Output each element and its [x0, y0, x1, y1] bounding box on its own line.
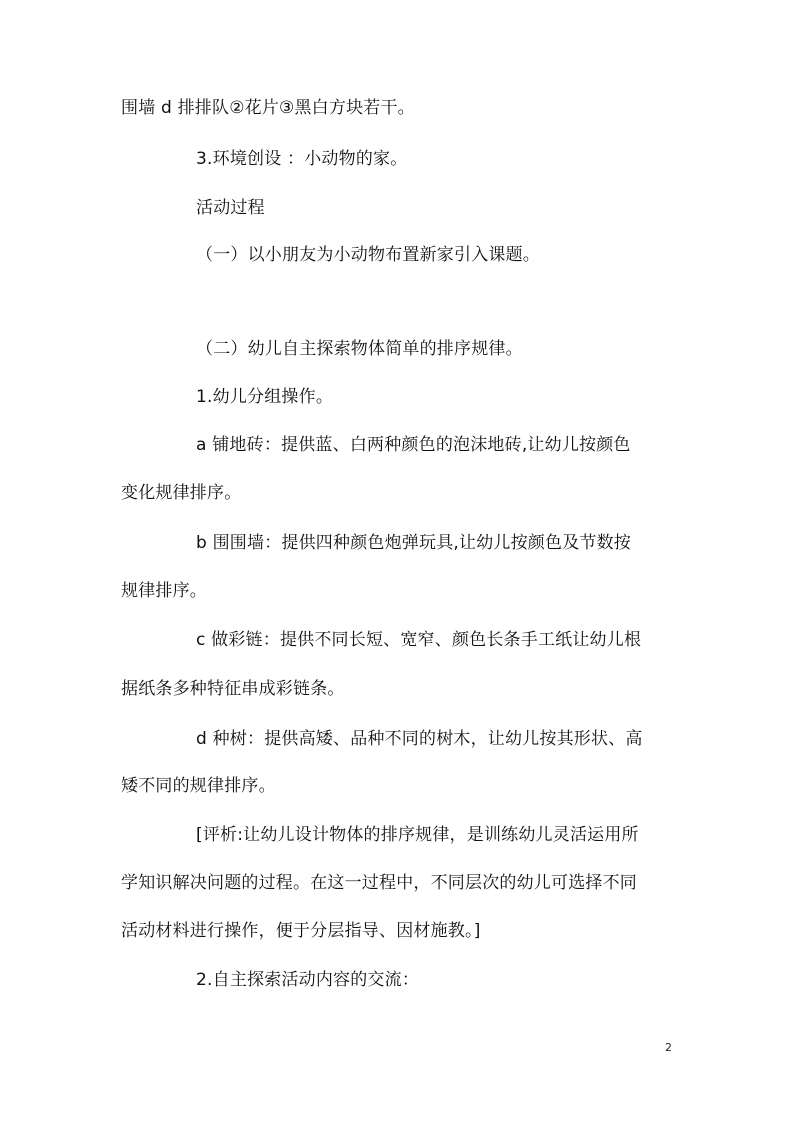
- subheading-group-operation: 1.幼儿分组操作。: [196, 387, 334, 407]
- commentary-line: 学知识解决问题的过程。在这一过程中，不同层次的幼儿可选择不同: [121, 873, 637, 893]
- paragraph-line: a 铺地砖：提供蓝、白两种颜色的泡沫地砖,让幼儿按颜色: [196, 435, 631, 455]
- paragraph-line: b 围围墙：提供四种颜色炮弹玩具,让幼儿按颜色及节数按: [196, 533, 631, 553]
- paragraph-line: c 做彩链：提供不同长短、宽窄、颜色长条手工纸让幼儿根: [196, 630, 642, 650]
- subheading-exchange: 2.自主探索活动内容的交流：: [196, 970, 420, 990]
- paragraph-line: 变化规律排序。: [121, 483, 242, 503]
- section-heading-activity-process: 活动过程: [196, 198, 265, 218]
- commentary-line: [评析:让幼儿设计物体的排序规律，是训练幼儿灵活运用所: [196, 825, 639, 845]
- paragraph-line: d 种树：提供高矮、品种不同的树木，让幼儿按其形状、高: [196, 729, 643, 749]
- section-heading-part-one: （一）以小朋友为小动物布置新家引入课题。: [196, 245, 540, 265]
- paragraph-line: 矮不同的规律排序。: [121, 776, 276, 796]
- section-heading-environment: 3.环境创设 ：小动物的家。: [196, 149, 408, 169]
- paragraph-line: 据纸条多种特征串成彩链条。: [121, 679, 345, 699]
- paragraph-line: 规律排序。: [121, 581, 207, 601]
- section-heading-part-two: （二）幼儿自主探索物体简单的排序规律。: [196, 339, 523, 359]
- paragraph-line: 围墙 d 排排队②花片③黑白方块若干。: [121, 98, 415, 118]
- commentary-line: 活动材料进行操作，便于分层指导、因材施教。]: [121, 921, 481, 941]
- page-number: 2: [665, 1041, 672, 1054]
